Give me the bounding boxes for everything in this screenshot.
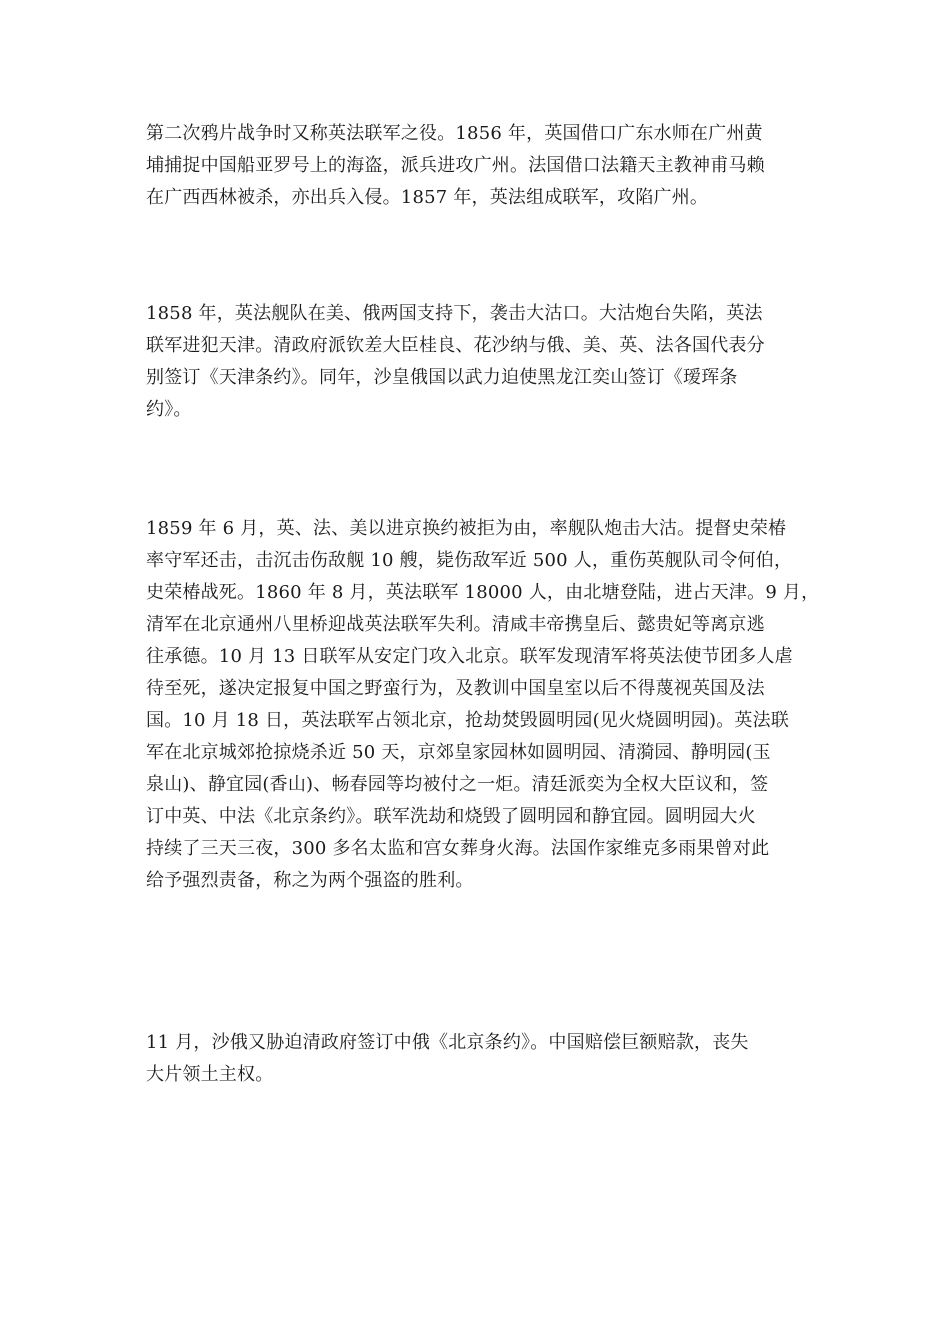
- text-line: 清军在北京通州八里桥迎战英法联军失利。清咸丰帝携皇后、懿贵妃等离京逃: [146, 614, 765, 635]
- text-line: 1858 年，英法舰队在美、俄两国支持下，袭击大沽口。大沽炮台失陷，英法: [146, 303, 763, 324]
- text-line: 国。10 月 18 日，英法联军占领北京，抢劫焚毁圆明园(见火烧圆明园)。英法联: [146, 710, 790, 731]
- text-line: 在广西西林被杀，亦出兵入侵。1857 年，英法组成联军，攻陷广州。: [146, 187, 709, 208]
- paragraph-1858-events: [146, 298, 816, 426]
- text-line: 持续了三天三夜，300 多名太监和宫女葬身火海。法国作家维克多雨果曾对此: [146, 838, 770, 859]
- text-line: 订中英、中法《北京条约》。联军洗劫和烧毁了圆明园和静宜园。圆明园大火: [146, 806, 756, 827]
- text-line: 泉山)、静宜园(香山)、畅春园等均被付之一炬。清廷派奕为全权大臣议和，签: [146, 774, 769, 795]
- text-line: 军在北京城郊抢掠烧杀近 50 天，京郊皇家园林如圆明园、清漪园、静明园(玉: [146, 742, 771, 763]
- text-line: 给予强烈责备，称之为两个强盗的胜利。: [146, 870, 474, 891]
- text-line: 大片领土主权。: [146, 1064, 274, 1085]
- text-line: 率守军还击，击沉击伤敌舰 10 艘，毙伤敌军近 500 人，重伤英舰队司令何伯，: [146, 550, 793, 571]
- text-line: 1859 年 6 月，英、法、美以进京换约被拒为由，率舰队炮击大沽。提督史荣椿: [146, 518, 787, 539]
- text-line: 第二次鸦片战争时又称英法联军之役。1856 年，英国借口广东水师在广州黄: [146, 123, 763, 144]
- paragraph-november-treaty: [146, 1027, 816, 1091]
- text-line: 往承德。10 月 13 日联军从安定门攻入北京。联军发现清军将英法使节团多人虐: [146, 646, 793, 667]
- paragraph-1859-1860-events: [146, 513, 820, 897]
- paragraph-second-opium-war-intro: [146, 118, 816, 214]
- text-line: 埔捕捉中国船亚罗号上的海盗，派兵进攻广州。法国借口法籍天主教神甫马赖: [146, 155, 765, 176]
- text-line: 史荣椿战死。1860 年 8 月，英法联军 18000 人，由北塘登陆，进占天津。9 月，: [146, 582, 820, 603]
- text-line: 待至死，遂决定报复中国之野蛮行为，及教训中国皇室以后不得蔑视英国及法: [146, 678, 765, 699]
- text-line: 别签订《天津条约》。同年，沙皇俄国以武力迫使黑龙江奕山签订《瑷珲条: [146, 367, 738, 388]
- text-line: 联军进犯天津。清政府派钦差大臣桂良、花沙纳与俄、美、英、法各国代表分: [146, 335, 765, 356]
- text-line: 约》。: [146, 399, 192, 420]
- text-line: 11 月，沙俄又胁迫清政府签订中俄《北京条约》。中国赔偿巨额赔款，丧失: [146, 1032, 749, 1053]
